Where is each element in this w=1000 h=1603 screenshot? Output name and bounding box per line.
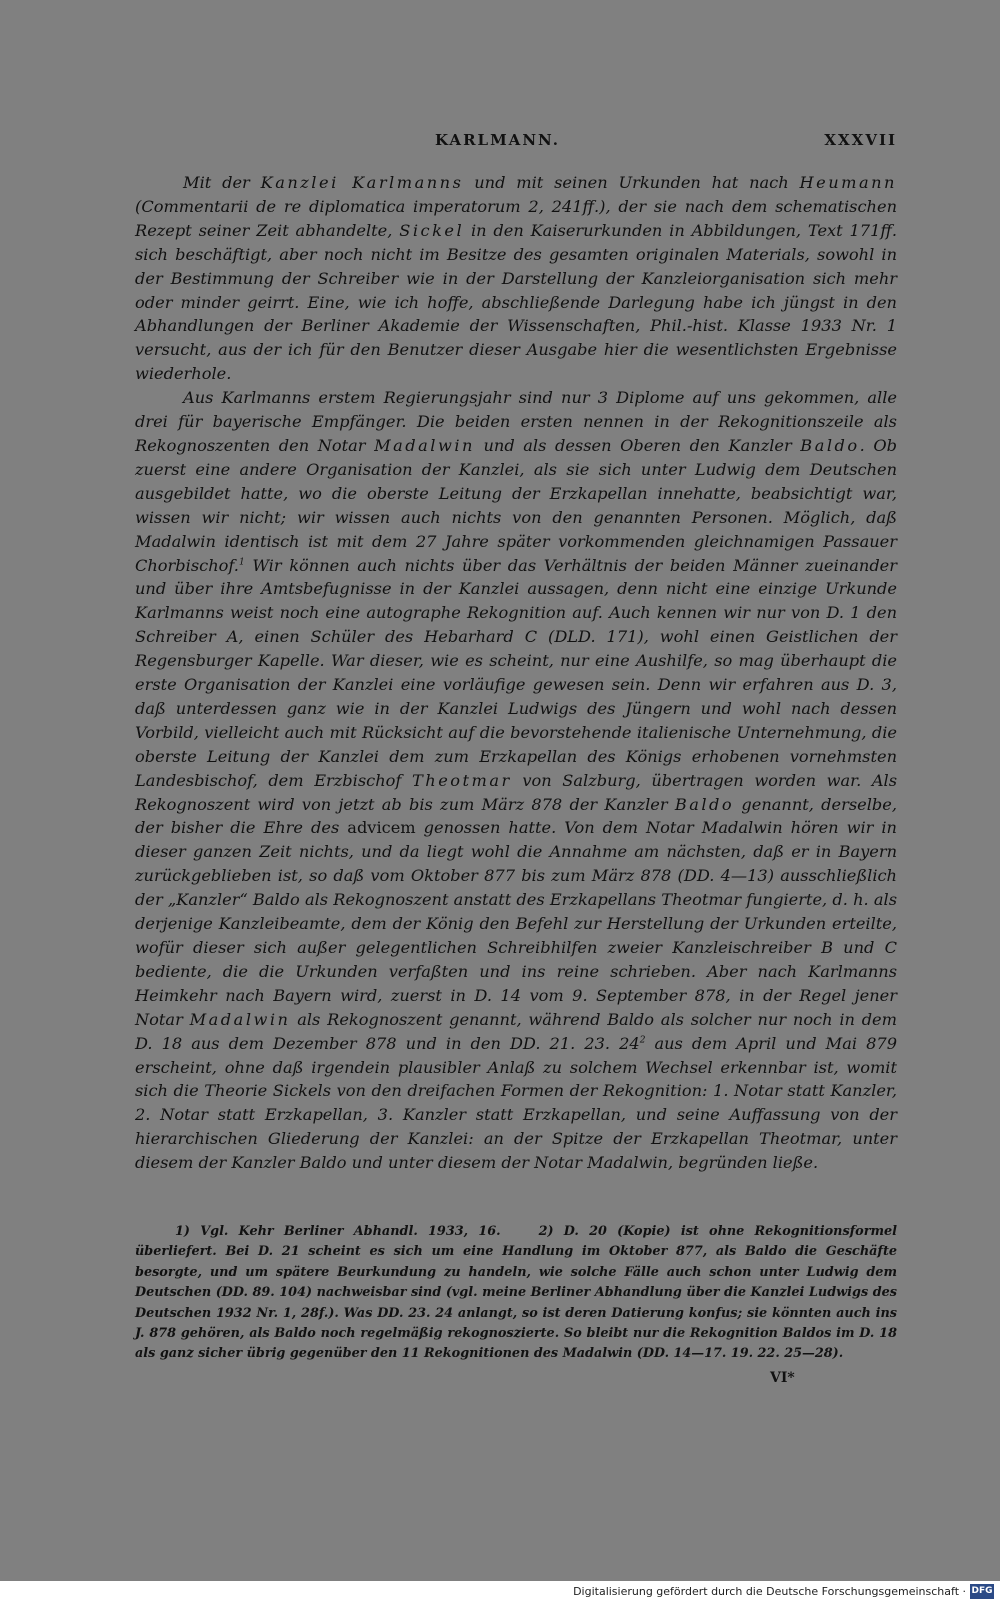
signature-mark: VI* [770, 1370, 795, 1386]
footnote-1: 1) Vgl. Kehr Berliner Abhandl. 1933, 16. [175, 1224, 501, 1239]
paragraph-2: Aus Karlmanns erstem Regierungsjahr sind nur 3 Diplome auf uns gekommen, alle drei für bayerische Empfänger. Die beiden ersten nennen in der Rekognitionszeile als Rekognoszenten den Notar Madalwin und als dessen Oberen den Kanzler Baldo. Ob zuerst eine andere Organisation der Kanzlei, als sie sich unter Ludwig dem Deutschen ausgebildet hatte, wo die oberste Leitung der Erzkapellan innehatte, beabsichtigt war, wissen wir nicht; wir wissen auch nichts von den genannten Personen. Möglich, daß Madalwin identisch ist mit dem 27 Jahre später vorkommenden gleichnamigen Passauer Chorbischof.$^1$ Wir können auch nichts über das Verhältnis der beiden Männer zueinander und über ihre Amtsbefugnisse in der Kanzlei aussagen, denn nicht eine einzige Urkunde Karlmanns weist noch eine autographe Rekognition auf. Auch kennen wir nur von D. 1 den Schreiber A, einen Schüler des Hebarhard C (DLD. 171), wohl einen Geistlichen der Regensburger Kapelle. War dieser, wie es scheint, nur eine Aushilfe, so mag überhaupt die erste Organisation der Kanzlei eine vorläufige gewesen sein. Denn wir erfahren aus D. 3, daß unterdessen ganz wie in der Kanzlei Ludwigs des Jüngern und wohl nach dessen Vorbild, vielleicht auch mit Rücksicht auf die bevorstehende italienische Unternehmung, die oberste Leitung der Kanzlei dem zum Erzkapellan des Königs erhobenen vornehmsten Landesbischof, dem Erzbischof Theotmar von Salzburg, übertragen worden war. Als Rekognoszent wird von jetzt ab bis zum März 878 der Kanzler Baldo genannt, derselbe, der bisher die Ehre des advicem genossen hatte. Von dem Notar Madalwin hören wir in dieser ganzen Zeit nichts, und da liegt wohl die Annahme am nächsten, daß er in Bayern zurückgeblieben ist, so daß vom Oktober 877 bis zum März 878 (DD. 4—13) ausschließlich der „Kanzler“ Baldo als Rekognoszent anstatt des Erzkapellans Theotmar fungierte, d. h. als derjenige Kanzleibeamte, dem der König den Befehl zur Herstellung der Urkunden erteilte, wofür dieser sich außer gelegentlichen Schreibhilfen zweier Kanzleischreiber B und C bediente, die die Urkunden verfaßten und ins reine schrieben. Aber nach Karlmanns Heimkehr nach Bayern wird, zuerst in D. 14 vom 9. September 878, in der Regel jener Notar Madalwin als Rekognoszent genannt, während Baldo als solcher nur noch in dem D. 18 aus dem Dezember 878 und in den DD. 21. 23. $24^2$ aus dem April und Mai 879 erscheint, ohne daß irgendein plausibler Anlaß zu solchem Wechsel erkennbar ist, womit sich die Theorie Sickels von den dreifachen Formen der Rekognition: 1. Notar statt Kanzler, 2. Notar statt Erzkapellan, 3. Kanzler statt Erzkapellan, und seine Auffassung von der hierarchischen Gliederung der Kanzlei: an der Spitze der Erzkapellan Theotmar, unter diesem der Kanzler Baldo und unter diesem der Notar Madalwin, begründen ließe. [135, 388, 898, 1173]
dfg-logo: DFG [970, 1584, 994, 1599]
footnotes [135, 1222, 897, 1365]
footnote-text [135, 1222, 897, 1365]
running-head-title: KARLMANN. [435, 131, 561, 149]
paragraph-1: Mit der Kanzlei Karlmanns und mit seinen Urkunden hat nach Heumann (Commentarii de re diplomatica imperatorum 2, 241ff.), der sie nach dem schematischen Rezept seiner Zeit abhandelte, Sickel in den Kaiserurkunden in Abbildungen, Text 171ff. sich beschäftigt, aber noch nicht im Besitze des gesamten originalen Materials, sowohl in der Bestimmung der Schreiber wie in der Darstellung der Kanzleiorganisation sich mehr oder minder geirrt. Eine, wie ich hoffe, abschließende Darlegung habe ich jüngst in den Abhandlungen der Berliner Akademie der Wissenschaften, Phil.-hist. Klasse 1933 Nr. 1 versucht, aus der ich für den Benutzer dieser Ausgabe hier die wesentlichsten Ergebnisse wiederhole. [135, 173, 897, 384]
digitization-footer [0, 1581, 1000, 1603]
footnote-marker-1: 1 [238, 557, 245, 568]
footnote-marker-2: 2 [639, 1035, 646, 1046]
page-number: XXXVII [824, 131, 897, 149]
main-text [135, 171, 897, 1175]
footnote-2: 2) D. 20 (Kopie) ist ohne Rekognitionsformel überliefert. Bei D. 21 scheint es sich um eine Handlung im Oktober 877, als Baldo die Geschäfte besorgte, und um spätere Beurkundung zu handeln, wie solche Fälle auch schon unter Ludwig dem Deutschen (DD. 89. 104) nachweisbar sind (vgl. meine Berliner Abhandlung über die Kanzlei Ludwigs des Deutschen 1932 Nr. 1, 28f.). Was DD. 23. 24 anlangt, so ist deren Datierung konfus; sie könnten auch ins J. 878 gehören, als Baldo noch regelmäßig rekognoszierte. So bleibt nur die Rekognition Baldos im D. 18 als ganz sicher übrig gegenüber den 11 Rekognitionen des Madalwin (DD. 14—17. 19. 22. 25—28). [135, 1224, 897, 1362]
funding-note: Digitalisierung gefördert durch die Deutsche Forschungsgemeinschaft · [573, 1585, 966, 1598]
running-head [135, 131, 897, 155]
